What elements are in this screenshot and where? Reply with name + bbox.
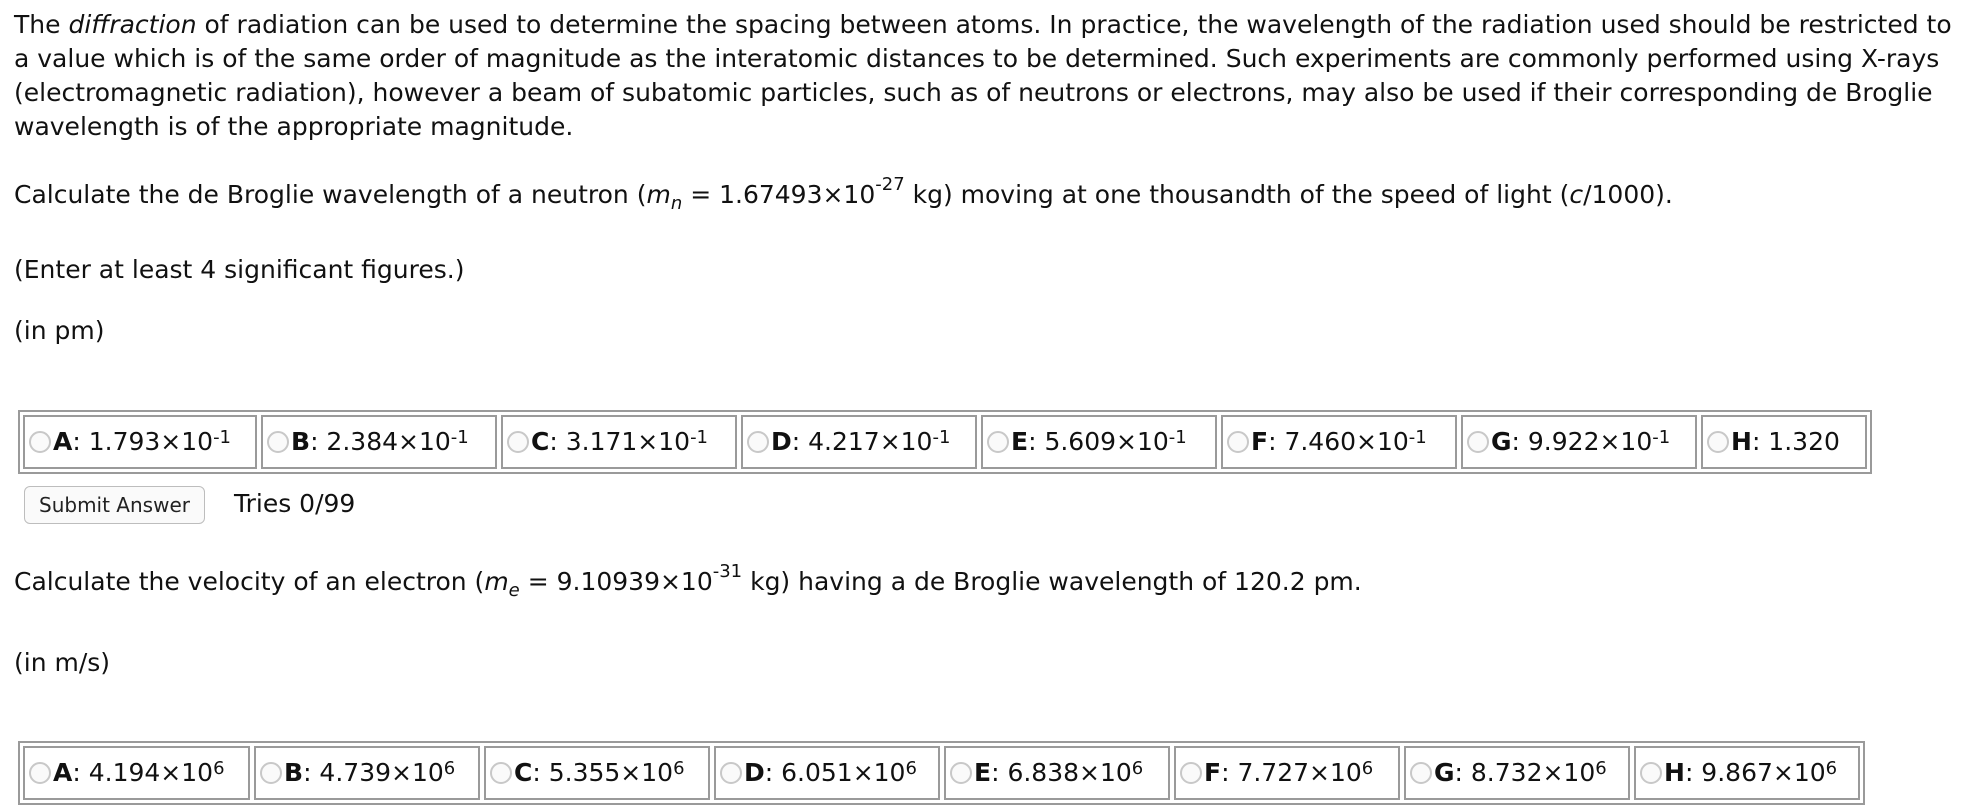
choice-value: : 8.732×10 — [1454, 758, 1596, 787]
radio-icon[interactable] — [1180, 762, 1202, 784]
intro-text-rest: of radiation can be used to determine the spacing between atoms. In practice, the wavelength of the radiation used should be restricted to a value which is of the same order of magnitude as the interatomic distances to be determined. Such experiments are commonly performed using X-rays (electromagnetic radiation), however a beam of subatomic particles, such as of neutrons or electrons, may also be used if their corresponding de Broglie wavelength is of the appropriate magnitude. — [14, 10, 1952, 141]
q1-prompt-b: kg) moving at one thousandth of the speed of light ( — [904, 180, 1570, 209]
intro-paragraph — [14, 8, 1954, 144]
q2-mass-exponent: -31 — [712, 560, 743, 582]
choice-letter: F — [1204, 758, 1222, 787]
choice-value: : 2.384×10 — [310, 427, 451, 456]
radio-icon[interactable] — [29, 431, 51, 453]
choice-value: : 6.838×10 — [991, 758, 1132, 787]
choice-value: : 5.609×10 — [1028, 427, 1169, 456]
choice-letter: D — [744, 758, 765, 787]
q2-choice-c[interactable]: C : 5.355×10 $^6$ — [484, 746, 710, 800]
choice-letter: A — [53, 758, 73, 787]
submit-answer-button[interactable]: Submit Answer — [24, 486, 205, 524]
choice-letter: G — [1434, 758, 1455, 787]
q1-prompt-a: Calculate the de Broglie wavelength of a neutron ( — [14, 180, 647, 209]
choice-value: : 4.739×10 — [303, 758, 444, 787]
intro-text-start: The — [14, 10, 69, 39]
radio-icon[interactable] — [950, 762, 972, 784]
choice-letter: C — [514, 758, 533, 787]
q2-prompt-b: kg) having a de Broglie wavelength of 120.2 pm. — [742, 567, 1362, 596]
radio-icon[interactable] — [29, 762, 51, 784]
radio-icon[interactable] — [720, 762, 742, 784]
radio-icon[interactable] — [1640, 762, 1662, 784]
choice-value: : 1.793×10 — [72, 427, 214, 456]
radio-icon[interactable] — [1227, 431, 1249, 453]
choice-letter: B — [284, 758, 304, 787]
choice-letter: H — [1731, 427, 1752, 456]
choice-letter: A — [53, 427, 73, 456]
q1-mass-value: = 1.67493×10 — [682, 180, 876, 209]
radio-icon[interactable] — [747, 431, 769, 453]
radio-icon[interactable] — [490, 762, 512, 784]
choice-letter: F — [1251, 427, 1269, 456]
choice-value: : 3.171×10 — [549, 427, 691, 456]
choice-value: : 7.727×10 — [1221, 758, 1362, 787]
radio-icon[interactable] — [987, 431, 1009, 453]
q1-c-symbol: c — [1569, 180, 1584, 209]
q2-mass-value: = 9.10939×10 — [519, 567, 713, 596]
q2-choice-g[interactable]: G : 8.732×10 $^6$ — [1404, 746, 1630, 800]
choice-value: : 9.867×10 — [1684, 758, 1826, 787]
q1-choice-a[interactable]: A : 1.793×10 $^{-1}$ — [23, 415, 257, 469]
q2-choice-d[interactable]: D : 6.051×10 $^6$ — [714, 746, 940, 800]
q2-choice-h[interactable]: H : 9.867×10 $^6$ — [1634, 746, 1860, 800]
choice-value: : 6.051×10 — [764, 758, 906, 787]
choice-value: : 7.460×10 — [1268, 427, 1409, 456]
q1-choice-f[interactable]: F : 7.460×10 $^{-1}$ — [1221, 415, 1457, 469]
q1-mass-symbol: m — [646, 180, 671, 209]
choice-value: : 5.355×10 — [532, 758, 674, 787]
q2-choice-f[interactable]: F : 7.727×10 $^6$ — [1174, 746, 1400, 800]
q1-prompt — [14, 173, 1673, 214]
q1-unit-note: (in pm) — [14, 316, 105, 345]
q1-prompt-c: /1000). — [1583, 180, 1673, 209]
q1-choice-g[interactable]: G : 9.922×10 $^{-1}$ — [1461, 415, 1697, 469]
q2-unit-note: (in m/s) — [14, 648, 111, 677]
choice-letter: E — [1011, 427, 1029, 456]
choice-value: : 4.194×10 — [72, 758, 214, 787]
q2-mass-subscript: e — [508, 580, 520, 601]
q1-sigfig-note: (Enter at least 4 significant figures.) — [14, 255, 465, 284]
choice-letter: G — [1491, 427, 1512, 456]
q1-choice-e[interactable]: E : 5.609×10 $^{-1}$ — [981, 415, 1217, 469]
choice-value: : 4.217×10 — [791, 427, 933, 456]
choice-value: : 9.922×10 — [1511, 427, 1653, 456]
q2-choices — [18, 741, 1865, 805]
radio-icon[interactable] — [1410, 762, 1432, 784]
q2-choice-e[interactable]: E : 6.838×10 $^6$ — [944, 746, 1170, 800]
q1-choice-b[interactable]: B : 2.384×10 $^{-1}$ — [261, 415, 497, 469]
q1-choices — [18, 410, 1872, 474]
q2-mass-symbol: m — [484, 567, 509, 596]
radio-icon[interactable] — [1467, 431, 1489, 453]
choice-letter: B — [291, 427, 311, 456]
radio-icon[interactable] — [1707, 431, 1729, 453]
choice-letter: C — [531, 427, 550, 456]
q2-choice-a[interactable]: A : 4.194×10 $^6$ — [23, 746, 250, 800]
q1-mass-subscript: n — [670, 193, 683, 214]
radio-icon[interactable] — [260, 762, 282, 784]
choice-value: : 1.320 — [1751, 427, 1840, 456]
radio-icon[interactable] — [507, 431, 529, 453]
radio-icon[interactable] — [267, 431, 289, 453]
q2-prompt — [14, 560, 1362, 601]
q2-prompt-a: Calculate the velocity of an electron ( — [14, 567, 485, 596]
tries-counter: Tries 0/99 — [234, 489, 356, 518]
q1-choice-h[interactable] — [1701, 415, 1867, 469]
q1-mass-exponent: -27 — [875, 173, 905, 195]
intro-emphasis: diffraction — [68, 10, 197, 39]
q1-choice-d[interactable]: D : 4.217×10 $^{-1}$ — [741, 415, 977, 469]
choice-letter: H — [1664, 758, 1685, 787]
q1-choice-c[interactable]: C : 3.171×10 $^{-1}$ — [501, 415, 737, 469]
choice-letter: E — [974, 758, 992, 787]
q2-choice-b[interactable]: B : 4.739×10 $^6$ — [254, 746, 480, 800]
choice-letter: D — [771, 427, 792, 456]
